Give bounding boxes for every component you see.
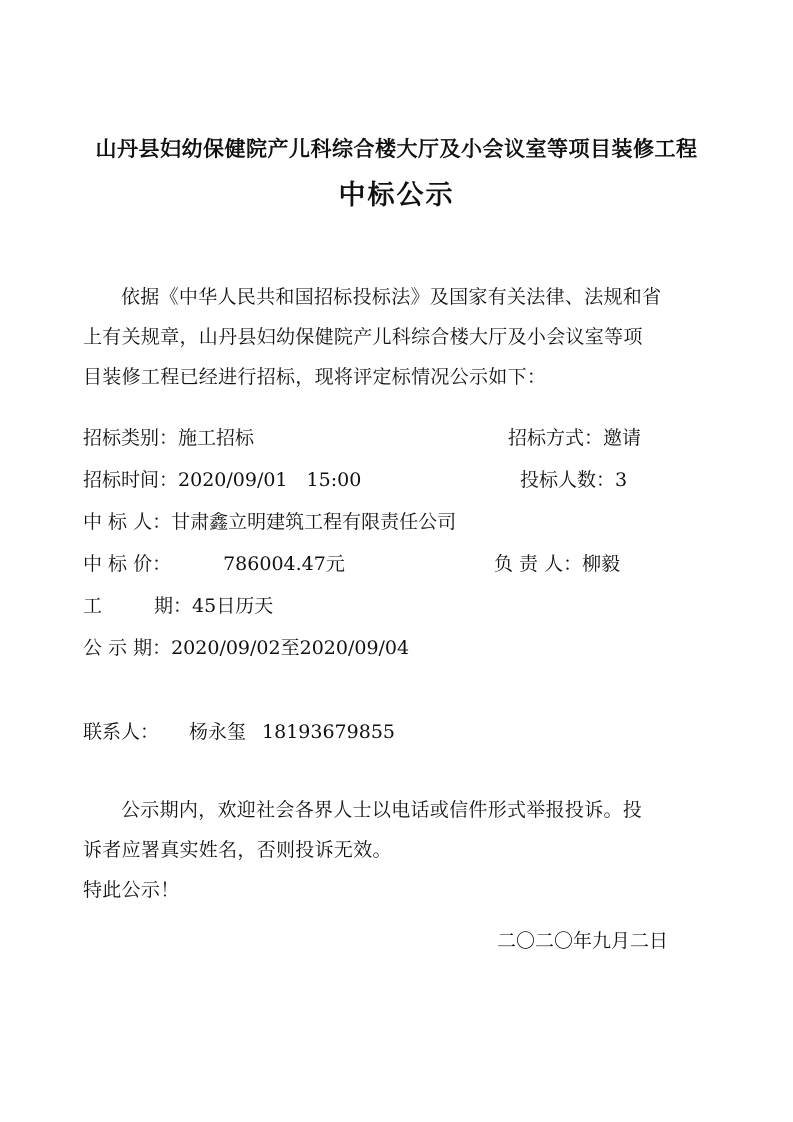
- bid-type-row: [83, 425, 254, 451]
- price-label: 中 标 价：: [83, 553, 172, 575]
- contact-row: [83, 719, 395, 745]
- notice-label: 公 示 期：: [83, 637, 172, 659]
- period-value: 45日历天: [192, 595, 274, 617]
- closing-line-2: 诉者应署真实姓名，否则投诉无效。: [83, 839, 392, 861]
- bid-method-value: 邀请: [603, 427, 642, 449]
- person-label: 负 责 人：: [494, 553, 583, 575]
- intro-line-2: 上有关规章，山丹县妇幼保健院产儿科综合楼大厅及小会议室等项: [83, 326, 643, 348]
- period-label-first: 工: [83, 595, 103, 617]
- bidder-count-field: [520, 467, 627, 493]
- contact-phone: 18193679855: [262, 721, 396, 743]
- bid-type-label: 招标类别：: [83, 427, 179, 449]
- period-label-second: 期：: [154, 595, 193, 617]
- intro-paragraph: [83, 277, 713, 397]
- intro-line-3: 目装修工程已经进行招标，现将评定标情况公示如下：: [83, 366, 547, 388]
- bid-time-value: 2020/09/01 15:00: [178, 469, 362, 491]
- bid-method-label: 招标方式：: [508, 427, 604, 449]
- notice-period-row: [83, 635, 409, 661]
- bidder-count-value: 3: [615, 469, 628, 491]
- closing-line-3: 特此公示！: [83, 879, 180, 901]
- winner-row: [83, 509, 456, 535]
- document-subtitle: 中标公示: [338, 180, 455, 211]
- winner-value: 甘肃鑫立明建筑工程有限责任公司: [171, 511, 457, 533]
- closing-line-1: 公示期内，欢迎社会各界人士以电话或信件形式举报投诉。投: [121, 799, 643, 821]
- winner-label: 中 标 人：: [83, 511, 172, 533]
- price-row: [83, 551, 345, 577]
- notice-value: 2020/09/02至2020/09/04: [171, 637, 410, 659]
- person-field: [494, 551, 620, 577]
- period-row: [83, 593, 273, 619]
- bid-type-value: 施工招标: [178, 427, 255, 449]
- closing-paragraph: [83, 790, 713, 910]
- bid-method-field: [508, 425, 641, 451]
- bid-time-row: [83, 467, 361, 493]
- contact-label: 联系人：: [83, 721, 160, 743]
- bid-time-label: 招标时间：: [83, 469, 179, 491]
- contact-name: 杨永玺: [189, 721, 247, 743]
- intro-line-1: 依据《中华人民共和国招标投标法》及国家有关法律、法规和省: [121, 286, 662, 308]
- bidder-count-label: 投标人数：: [520, 469, 616, 491]
- price-value: 786004.47元: [223, 553, 345, 575]
- person-value: 柳毅: [582, 553, 621, 575]
- document-title: 山丹县妇幼保健院产儿科综合楼大厅及小会议室等项目装修工程: [95, 137, 698, 161]
- signature-date: 二〇二〇年九月二日: [497, 930, 669, 952]
